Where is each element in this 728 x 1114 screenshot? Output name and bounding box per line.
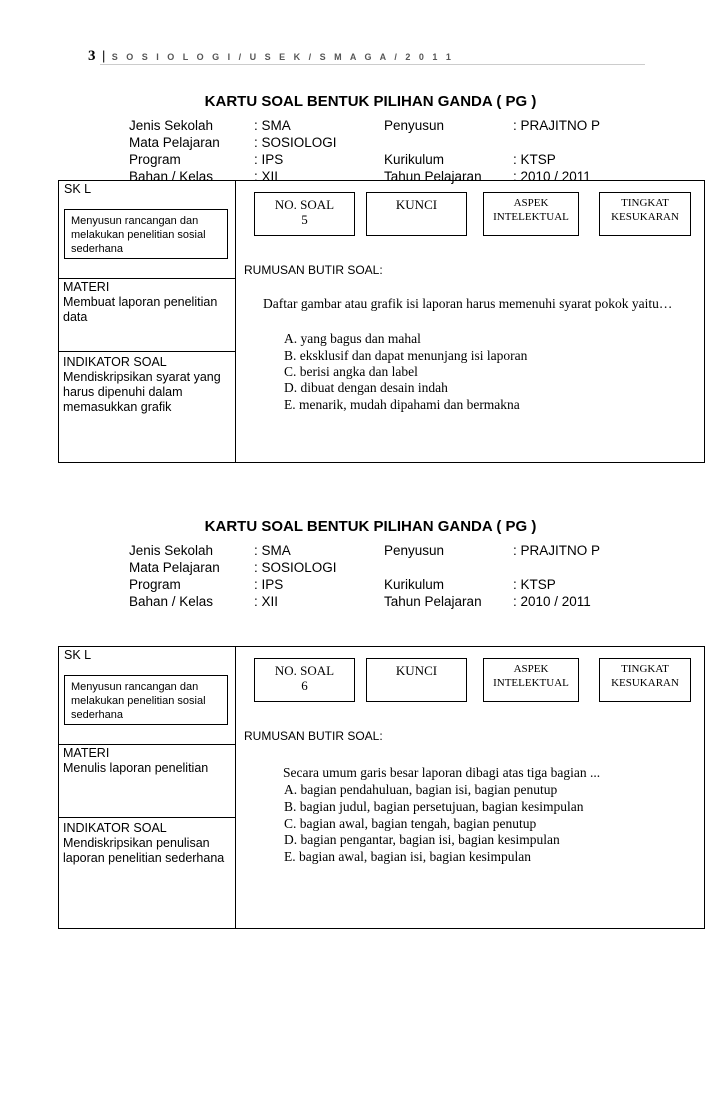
question-text: Daftar gambar atau grafik isi laporan harus memenuhi syarat pokok yaitu… [263,296,673,311]
divider [59,278,236,279]
materi-label: MATERI [63,280,110,294]
card-1-frame [58,180,705,463]
card-1-left-column [59,181,236,462]
option-a: A. yang bagus dan mahal [284,331,421,346]
meta-label: Program [129,152,181,167]
page-number: 3 [88,48,96,64]
meta-value: : SMA [254,543,291,558]
tingkat-label: TINGKAT [621,663,669,675]
intelektual-label: INTELEKTUAL [493,677,569,689]
materi-section [63,746,233,776]
meta-label: Jenis Sekolah [129,118,214,133]
materi-section [63,280,233,325]
meta-label-2: Penyusun [384,543,445,558]
indikator-text: Mendiskripsikan penulisan laporan penelitian sederhana [63,836,225,865]
no-soal-box [254,658,355,702]
option-e: E. menarik, mudah dipahami dan bermakna [284,397,520,412]
kesukaran-label: KESUKARAN [611,211,679,223]
card-2-frame [58,646,705,929]
meta-value-2: : PRAJITNO P [513,543,601,558]
materi-label: MATERI [63,746,110,760]
option-d: D. bagian pengantar, bagian isi, bagian kesimpulan [284,832,560,847]
indikator-label: INDIKATOR SOAL [63,355,167,369]
rumusan-label: RUMUSAN BUTIR SOAL: [244,729,383,743]
option-d: D. dibuat dengan desain indah [284,380,448,395]
skl-label: SK L [64,182,92,196]
meta-label-2: Kurikulum [384,152,445,167]
divider [59,817,236,818]
skl-box: Menyusun rancangan dan melakukan penelitian sosial sederhana [64,675,228,725]
indikator-text: Mendiskripsikan syarat yang harus dipenuhi dalam memasukkan grafik [63,370,221,414]
aspek-label: ASPEK [513,197,549,209]
option-b: B. bagian judul, bagian persetujuan, bagian kesimpulan [284,799,584,814]
option-c: C. bagian awal, bagian tengah, bagian penutup [284,816,537,831]
meta-value: : XII [254,594,279,609]
meta-label: Jenis Sekolah [129,543,214,558]
indikator-section [63,821,233,866]
meta-label: Mata Pelajaran [129,560,220,575]
header-rule [100,64,645,65]
card-2-left-column [59,647,236,928]
no-soal-label: NO. SOAL [274,663,335,678]
option-a: A. bagian pendahuluan, bagian isi, bagian penutup [284,782,558,797]
meta-value: : XII [254,169,279,184]
indikator-section [63,355,233,415]
kesukaran-label: KESUKARAN [611,677,679,689]
option-b: B. eksklusif dan dapat menunjang isi laporan [284,348,528,363]
kunci-box [366,192,467,236]
meta-label-2: Penyusun [384,118,445,133]
meta-label-2: Tahun Pelajaran [384,594,482,609]
meta-label: Program [129,577,181,592]
meta-value-2: : KTSP [513,577,556,592]
aspek-intelektual-box [483,192,579,236]
no-soal-value: 6 [301,678,308,693]
tingkat-kesukaran-box [599,192,691,236]
card-2-title: KARTU SOAL BENTUK PILIHAN GANDA ( PG ) [204,518,537,535]
skl-label: SK L [64,648,92,662]
meta-label-2: Tahun Pelajaran [384,169,482,184]
meta-label-2: Kurikulum [384,577,445,592]
meta-value: : SMA [254,118,291,133]
divider [59,744,236,745]
meta-value-2: : PRAJITNO P [513,118,601,133]
meta-label: Mata Pelajaran [129,135,220,150]
intelektual-label: INTELEKTUAL [493,211,569,223]
rumusan-label: RUMUSAN BUTIR SOAL: [244,263,383,277]
materi-text: Membuat laporan penelitian data [63,295,218,324]
divider [59,351,236,352]
header-text: S O S I O L O G I / U S E K / S M A G A / 2 0 1 1 [111,52,454,62]
header-separator: | [101,48,106,63]
card-1-title: KARTU SOAL BENTUK PILIHAN GANDA ( PG ) [204,93,537,110]
meta-value: : IPS [254,152,284,167]
no-soal-value: 5 [301,212,308,227]
tingkat-kesukaran-box [599,658,691,702]
option-e: E. bagian awal, bagian isi, bagian kesimpulan [284,849,532,864]
meta-value-2: : 2010 / 2011 [513,169,591,184]
meta-value: : IPS [254,577,284,592]
meta-label: Bahan / Kelas [129,594,214,609]
meta-value: : SOSIOLOGI [254,135,337,150]
materi-text: Menulis laporan penelitian [63,761,209,775]
kunci-box [366,658,467,702]
indikator-label: INDIKATOR SOAL [63,821,167,835]
no-soal-box [254,192,355,236]
question-text: Secara umum garis besar laporan dibagi atas tiga bagian ... [283,765,601,780]
option-c: C. berisi angka dan label [284,364,418,379]
aspek-intelektual-box [483,658,579,702]
page-header [88,47,454,65]
aspek-label: ASPEK [513,663,549,675]
tingkat-label: TINGKAT [621,197,669,209]
meta-value-2: : KTSP [513,152,556,167]
meta-value: : SOSIOLOGI [254,560,337,575]
no-soal-label: NO. SOAL [274,197,335,212]
meta-value-2: : 2010 / 2011 [513,594,591,609]
kunci-label: KUNCI [395,197,438,212]
meta-label: Bahan / Kelas [129,169,214,184]
kunci-label: KUNCI [395,663,438,678]
skl-box: Menyusun rancangan dan melakukan penelitian sosial sederhana [64,209,228,259]
